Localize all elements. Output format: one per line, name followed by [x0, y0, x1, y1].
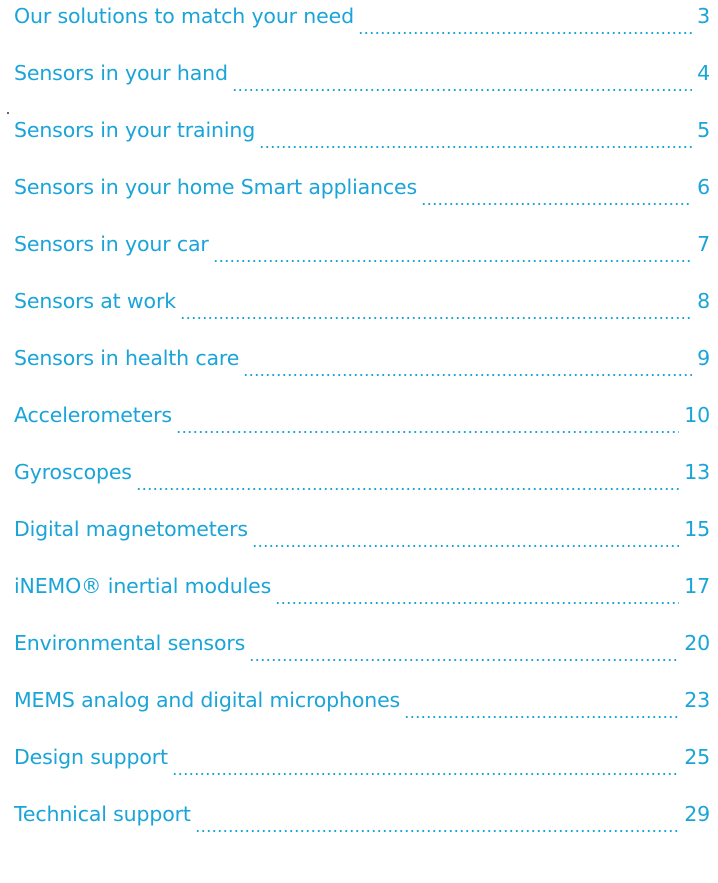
- toc-entry[interactable]: [14, 289, 710, 323]
- toc-page-number: 17: [684, 574, 710, 598]
- toc-page-number: 25: [684, 745, 710, 769]
- toc-page-number: 6: [697, 175, 710, 199]
- toc-page-number: 10: [684, 403, 710, 427]
- toc-dot-leader: [358, 4, 694, 38]
- toc-entry-title: MEMS analog and digital microphones: [14, 688, 401, 712]
- toc-entry-title: Sensors at work: [14, 289, 176, 313]
- toc-entry[interactable]: [14, 631, 710, 665]
- toc-page-number: 20: [684, 631, 710, 655]
- toc-entry[interactable]: [14, 688, 710, 722]
- toc-entry-title: Sensors in your car: [14, 232, 209, 256]
- toc-page-number: 23: [684, 688, 710, 712]
- toc-page-number: 13: [684, 460, 710, 484]
- toc-entry-title: Sensors in your training: [14, 118, 256, 142]
- toc-dot-leader: [421, 175, 694, 209]
- toc-dot-leader: [252, 517, 681, 551]
- toc-entry[interactable]: [14, 745, 710, 779]
- toc-page-number: 8: [697, 289, 710, 313]
- toc-dot-leader: [404, 688, 681, 722]
- toc-dot-leader: [243, 346, 694, 380]
- toc-entry-title: Sensors in health care: [14, 346, 240, 370]
- toc-entry[interactable]: [14, 517, 710, 551]
- toc-dot-leader: [275, 574, 681, 608]
- toc-dot-leader: [249, 631, 681, 665]
- toc-entry[interactable]: [14, 403, 710, 437]
- table-of-contents: [14, 0, 710, 883]
- toc-entry-title: Technical support: [14, 802, 191, 826]
- toc-entry-title: Digital magnetometers: [14, 517, 248, 541]
- toc-dot-leader: [172, 745, 681, 779]
- toc-page-number: 15: [684, 517, 710, 541]
- toc-entry-title: Design support: [14, 745, 168, 769]
- toc-entry-title: Environmental sensors: [14, 631, 246, 655]
- stray-dot-mark: [7, 112, 9, 114]
- toc-page-number: 7: [697, 232, 710, 256]
- toc-entry[interactable]: [14, 574, 710, 608]
- toc-page-number: 5: [697, 118, 710, 142]
- toc-entry[interactable]: [14, 346, 710, 380]
- toc-page-number: 9: [697, 346, 710, 370]
- toc-entry-title: iNEMO® inertial modules: [14, 574, 272, 598]
- toc-entry-title: Sensors in your hand: [14, 61, 228, 85]
- toc-entry-title: Sensors in your home Smart appliances: [14, 175, 417, 199]
- toc-dot-leader: [176, 403, 681, 437]
- toc-entry[interactable]: [14, 4, 710, 38]
- toc-entry[interactable]: [14, 460, 710, 494]
- toc-dot-leader: [259, 118, 694, 152]
- toc-entry[interactable]: [14, 175, 710, 209]
- toc-entry[interactable]: [14, 61, 710, 95]
- toc-dot-leader: [136, 460, 681, 494]
- toc-entry[interactable]: [14, 802, 710, 836]
- toc-entry[interactable]: [14, 232, 710, 266]
- toc-entry-title: Our solutions to match your need: [14, 4, 354, 28]
- toc-entry[interactable]: [14, 118, 710, 152]
- toc-dot-leader: [180, 289, 694, 323]
- toc-dot-leader: [195, 802, 681, 836]
- toc-page-number: 29: [684, 802, 710, 826]
- toc-page-number: 4: [697, 61, 710, 85]
- toc-dot-leader: [232, 61, 694, 95]
- toc-dot-leader: [213, 232, 694, 266]
- toc-entry-title: Gyroscopes: [14, 460, 132, 484]
- toc-page-number: 3: [697, 4, 710, 28]
- toc-entry-title: Accelerometers: [14, 403, 172, 427]
